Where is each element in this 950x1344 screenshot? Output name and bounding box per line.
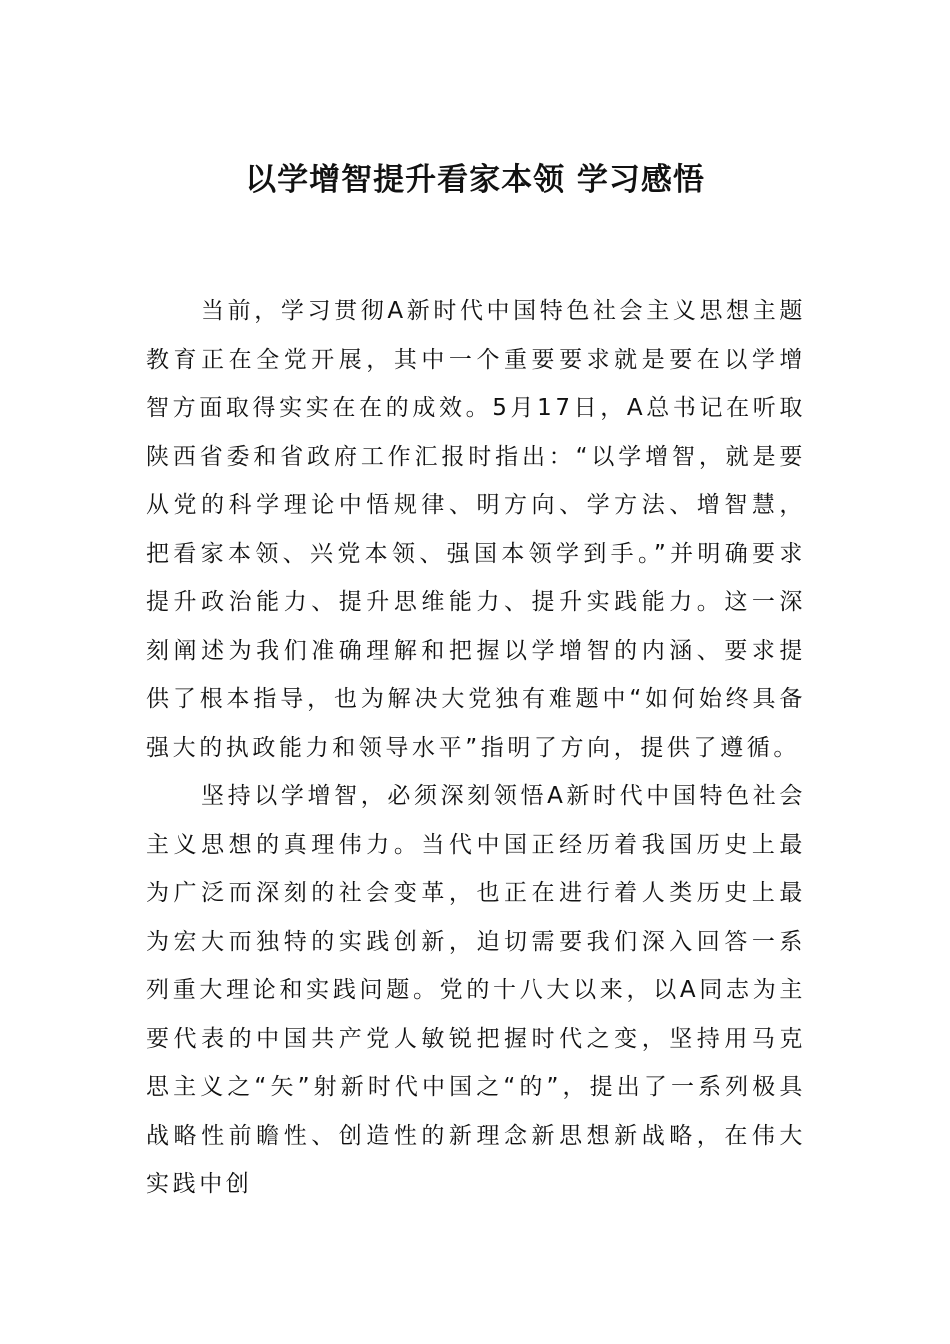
paragraph-2: 坚持以学增智，必须深刻领悟A新时代中国特色社会主义思想的真理伟力。当代中国正经历着我国历史上最为广泛而深刻的社会变革，也正在进行着人类历史上最为宏大而独特的实践创新，迫切需要我们深入回答一系列重大理论和实践问题。党的十八大以来，以A同志为主要代表的中国共产党人敏锐把握时代之变，坚持用马克思主义之“矢”射新时代中国之“的”，提出了一系列极具战略性前瞻性、创造性的新理念新思想新战略，在伟大实践中创 xyxy=(146,783,806,1197)
document-title: 以学增智提升看家本领 学习感悟 xyxy=(245,162,705,198)
paragraph-1: 当前，学习贯彻A新时代中国特色社会主义思想主题教育正在全党开展，其中一个重要要求就是要在以学增智方面取得实实在在的成效。5月17日，A总书记在听取陕西省委和省政府工作汇报时指出：“以学增智，就是要从党的科学理论中悟规律、明方向、学方法、增智慧，把看家本领、兴党本领、强国本领学到手。”并明确要求提升政治能力、提升思维能力、提升实践能力。这一深刻阐述为我们准确理解和把握以学增智的内涵、要求提供了根本指导，也为解决大党独有难题中“如何始终具备强大的执政能力和领导水平”指明了方向，提供了遵循。 xyxy=(146,298,806,761)
document-body xyxy=(146,287,806,1209)
